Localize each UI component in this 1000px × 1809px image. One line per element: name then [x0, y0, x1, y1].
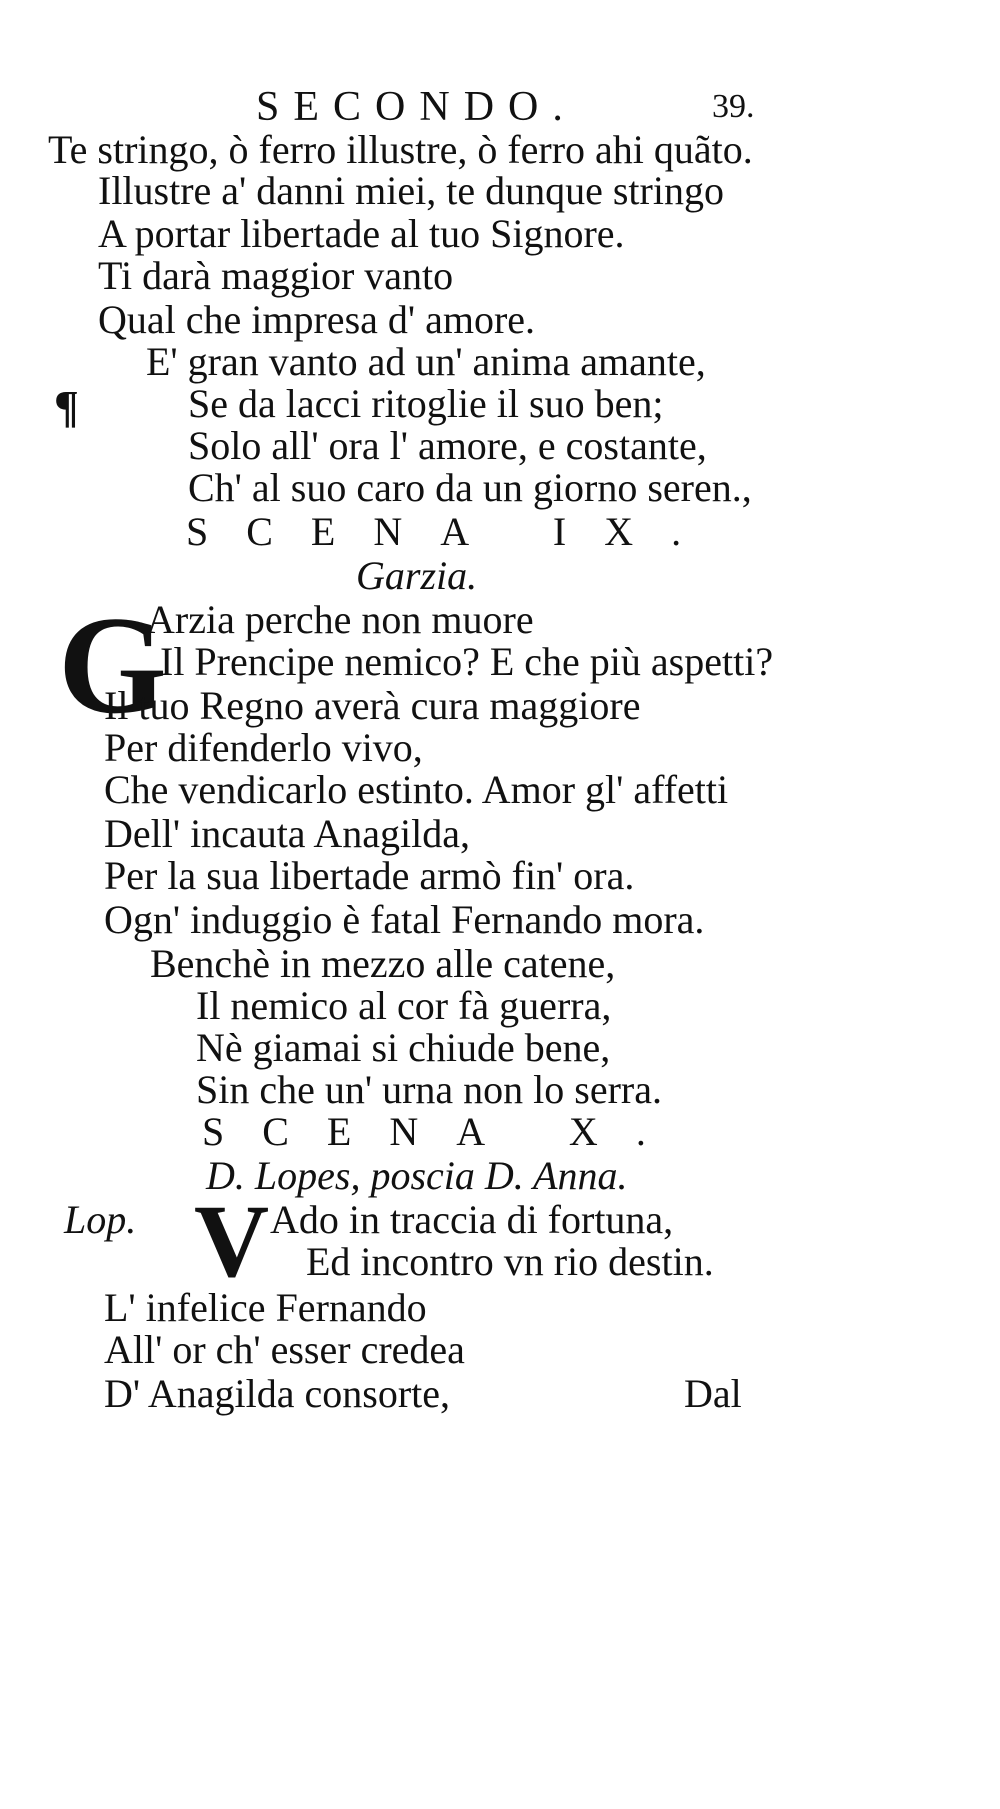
verse-line: Arzia perche non muore: [146, 597, 534, 642]
verse-line: Ado in traccia di fortuna,: [270, 1197, 674, 1242]
drop-cap: G: [58, 588, 167, 743]
verse-line: Il tuo Regno averà cura maggiore: [104, 683, 641, 728]
verse-line: Nè giamai si chiude bene,: [196, 1025, 611, 1070]
drop-cap: V: [194, 1184, 270, 1299]
verse-line: Te stringo, ò ferro illustre, ò ferro ahi quãto.: [48, 127, 753, 172]
verse-line: Il nemico al cor fà guerra,: [196, 983, 612, 1028]
running-title: SECONDO.: [256, 84, 577, 130]
verse-line: Illustre a' danni miei, te dunque stringo: [98, 168, 724, 213]
verse-line: L' infelice Fernando: [104, 1285, 427, 1330]
catchword: Dal: [684, 1371, 742, 1416]
verse-line: Se da lacci ritoglie il suo ben;: [188, 381, 664, 426]
verse-line: E' gran vanto ad un' anima amante,: [146, 339, 706, 384]
verse-line: Ti darà maggior vanto: [98, 253, 454, 298]
verse-line: Ch' al suo caro da un giorno seren.,: [188, 465, 752, 510]
verse-line: Che vendicarlo estinto. Amor gl' affetti: [104, 767, 729, 812]
scene-heading: SCENA IX.: [186, 509, 720, 554]
verse-line: Sin che un' urna non lo serra.: [196, 1067, 662, 1112]
verse-line: Il Prencipe nemico? E che più aspetti?: [160, 639, 774, 684]
verse-line: Per difenderlo vivo,: [104, 725, 423, 770]
verse-line: Per la sua libertade armò fin' ora.: [104, 853, 635, 898]
verse-line: Ed incontro vn rio destin.: [306, 1239, 714, 1284]
pilcrow-mark: ¶: [54, 381, 79, 432]
speaker-names: D. Lopes, poscia D. Anna.: [206, 1153, 628, 1198]
scene-heading: SCENA X.: [202, 1109, 684, 1154]
verse-line: All' or ch' esser credea: [104, 1327, 465, 1372]
verse-line: Benchè in mezzo alle catene,: [150, 941, 616, 986]
verse-line: D' Anagilda consorte,: [104, 1371, 451, 1416]
verse-line: Ogn' induggio è fatal Fernando mora.: [104, 897, 705, 942]
speaker-name: Garzia.: [356, 553, 478, 598]
verse-line: Qual che impresa d' amore.: [98, 297, 536, 342]
verse-line: A portar libertade al tuo Signore.: [98, 211, 625, 256]
verse-line: Solo all' ora l' amore, e costante,: [188, 423, 707, 468]
page-number: 39.: [712, 88, 755, 125]
speaker-label: Lop.: [64, 1197, 137, 1242]
verse-line: Dell' incauta Anagilda,: [104, 811, 470, 856]
